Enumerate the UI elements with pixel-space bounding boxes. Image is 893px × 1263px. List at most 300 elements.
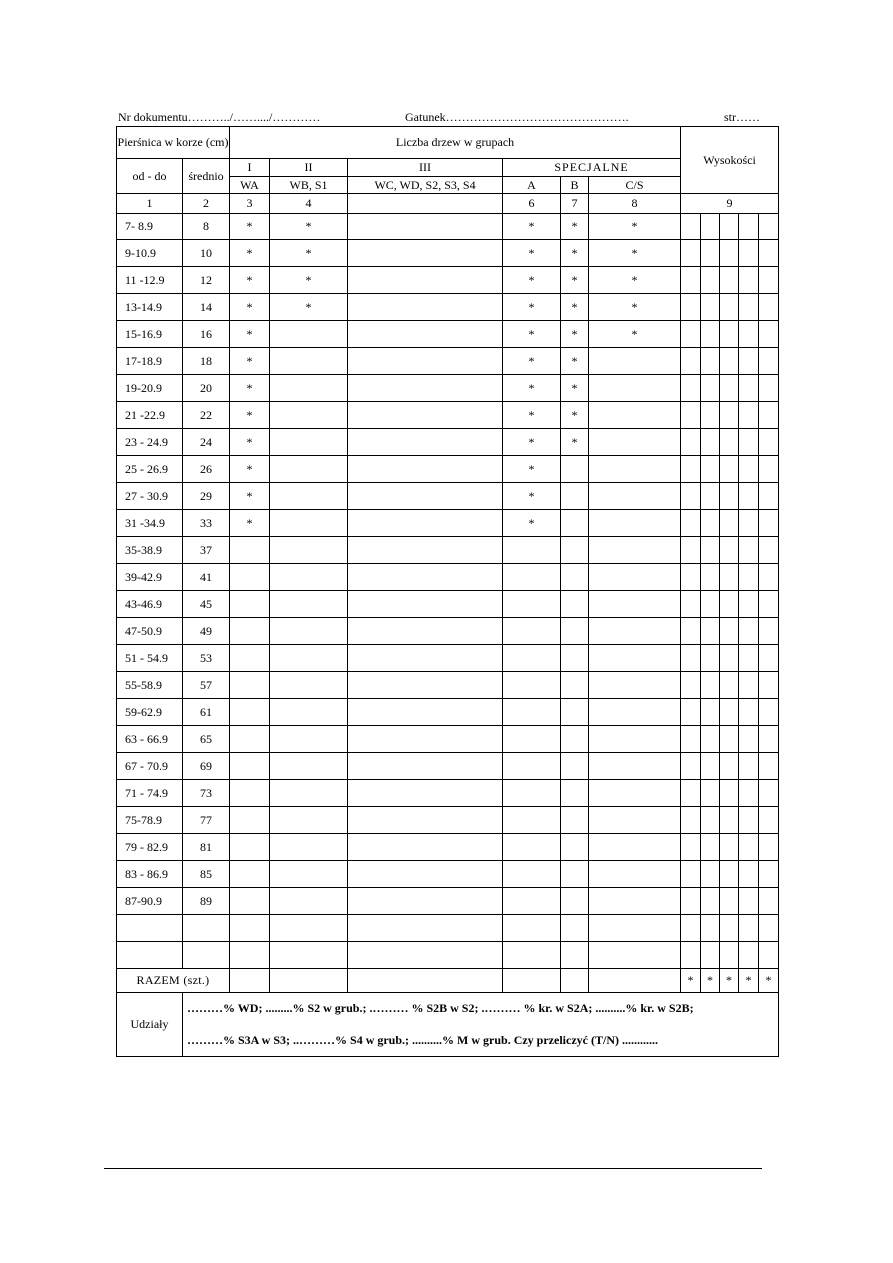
height-cell[interactable] bbox=[759, 780, 779, 807]
count-cell-wa[interactable] bbox=[230, 780, 270, 807]
count-cell-a[interactable]: * bbox=[503, 348, 561, 375]
count-cell-a[interactable] bbox=[503, 672, 561, 699]
count-cell-cs[interactable] bbox=[589, 618, 681, 645]
height-cell[interactable] bbox=[739, 672, 759, 699]
height-cell[interactable] bbox=[701, 645, 720, 672]
height-cell[interactable] bbox=[739, 348, 759, 375]
count-cell-b[interactable] bbox=[561, 726, 589, 753]
height-cell[interactable] bbox=[759, 321, 779, 348]
height-cell[interactable] bbox=[701, 267, 720, 294]
count-cell-wa[interactable] bbox=[230, 807, 270, 834]
count-cell-wc[interactable] bbox=[348, 240, 503, 267]
height-cell[interactable] bbox=[739, 780, 759, 807]
count-cell-wa[interactable] bbox=[230, 861, 270, 888]
count-cell-b[interactable]: * bbox=[561, 348, 589, 375]
height-cell[interactable] bbox=[739, 429, 759, 456]
count-cell-cs[interactable] bbox=[589, 645, 681, 672]
count-cell-b[interactable]: * bbox=[561, 402, 589, 429]
count-cell-wc[interactable] bbox=[348, 510, 503, 537]
count-cell-wc[interactable] bbox=[348, 726, 503, 753]
count-cell-wa[interactable] bbox=[230, 942, 270, 969]
count-cell-wc[interactable] bbox=[348, 483, 503, 510]
count-cell-wa[interactable] bbox=[230, 726, 270, 753]
count-cell-wa[interactable] bbox=[230, 915, 270, 942]
count-cell-wa[interactable]: * bbox=[230, 348, 270, 375]
height-cell[interactable] bbox=[739, 834, 759, 861]
count-cell-b[interactable] bbox=[561, 780, 589, 807]
height-cell[interactable] bbox=[701, 348, 720, 375]
height-cell[interactable] bbox=[759, 672, 779, 699]
count-cell-b[interactable]: * bbox=[561, 267, 589, 294]
height-cell[interactable] bbox=[759, 699, 779, 726]
count-cell-cs[interactable] bbox=[589, 861, 681, 888]
count-cell-cs[interactable] bbox=[589, 483, 681, 510]
height-cell[interactable] bbox=[720, 780, 739, 807]
count-cell-b[interactable] bbox=[561, 672, 589, 699]
total-cell-b[interactable] bbox=[561, 969, 589, 993]
count-cell-cs[interactable] bbox=[589, 348, 681, 375]
count-cell-wb[interactable] bbox=[270, 618, 348, 645]
count-cell-a[interactable] bbox=[503, 591, 561, 618]
count-cell-wb[interactable] bbox=[270, 915, 348, 942]
height-cell[interactable] bbox=[681, 510, 701, 537]
count-cell-wc[interactable] bbox=[348, 214, 503, 240]
count-cell-b[interactable]: * bbox=[561, 375, 589, 402]
height-cell[interactable] bbox=[739, 807, 759, 834]
height-cell[interactable] bbox=[701, 375, 720, 402]
height-cell[interactable] bbox=[681, 834, 701, 861]
count-cell-wc[interactable] bbox=[348, 834, 503, 861]
count-cell-a[interactable]: * bbox=[503, 456, 561, 483]
count-cell-a[interactable]: * bbox=[503, 483, 561, 510]
height-cell[interactable] bbox=[739, 888, 759, 915]
total-cell-a[interactable] bbox=[503, 969, 561, 993]
height-cell[interactable] bbox=[739, 214, 759, 240]
count-cell-wa[interactable]: * bbox=[230, 402, 270, 429]
height-cell[interactable] bbox=[681, 564, 701, 591]
count-cell-cs[interactable]: * bbox=[589, 240, 681, 267]
count-cell-wb[interactable] bbox=[270, 888, 348, 915]
height-cell[interactable] bbox=[720, 888, 739, 915]
count-cell-cs[interactable] bbox=[589, 807, 681, 834]
count-cell-wa[interactable] bbox=[230, 591, 270, 618]
count-cell-cs[interactable] bbox=[589, 402, 681, 429]
height-cell[interactable] bbox=[759, 564, 779, 591]
count-cell-wb[interactable] bbox=[270, 564, 348, 591]
count-cell-b[interactable]: * bbox=[561, 214, 589, 240]
height-cell[interactable] bbox=[739, 726, 759, 753]
height-cell[interactable] bbox=[681, 375, 701, 402]
count-cell-wb[interactable] bbox=[270, 483, 348, 510]
total-cell-wc[interactable] bbox=[348, 969, 503, 993]
count-cell-cs[interactable] bbox=[589, 726, 681, 753]
count-cell-wb[interactable]: * bbox=[270, 214, 348, 240]
count-cell-cs[interactable] bbox=[589, 888, 681, 915]
count-cell-wa[interactable] bbox=[230, 834, 270, 861]
count-cell-a[interactable] bbox=[503, 915, 561, 942]
height-cell[interactable] bbox=[701, 321, 720, 348]
count-cell-wb[interactable] bbox=[270, 375, 348, 402]
count-cell-wa[interactable] bbox=[230, 564, 270, 591]
height-cell[interactable] bbox=[739, 321, 759, 348]
height-cell[interactable] bbox=[681, 429, 701, 456]
height-cell[interactable] bbox=[739, 537, 759, 564]
height-cell[interactable] bbox=[681, 348, 701, 375]
height-cell[interactable] bbox=[759, 402, 779, 429]
count-cell-cs[interactable] bbox=[589, 375, 681, 402]
height-cell[interactable] bbox=[720, 564, 739, 591]
height-cell[interactable] bbox=[681, 672, 701, 699]
count-cell-b[interactable] bbox=[561, 537, 589, 564]
count-cell-cs[interactable] bbox=[589, 915, 681, 942]
height-cell[interactable] bbox=[739, 294, 759, 321]
count-cell-wb[interactable] bbox=[270, 537, 348, 564]
count-cell-a[interactable] bbox=[503, 861, 561, 888]
height-cell[interactable] bbox=[759, 537, 779, 564]
count-cell-cs[interactable] bbox=[589, 456, 681, 483]
height-cell[interactable] bbox=[701, 699, 720, 726]
height-cell[interactable] bbox=[701, 942, 720, 969]
count-cell-wb[interactable] bbox=[270, 834, 348, 861]
height-cell[interactable] bbox=[759, 214, 779, 240]
height-cell[interactable] bbox=[720, 321, 739, 348]
height-cell[interactable] bbox=[720, 267, 739, 294]
count-cell-b[interactable] bbox=[561, 456, 589, 483]
count-cell-a[interactable] bbox=[503, 834, 561, 861]
count-cell-cs[interactable] bbox=[589, 564, 681, 591]
total-cell-cs[interactable] bbox=[589, 969, 681, 993]
count-cell-b[interactable] bbox=[561, 618, 589, 645]
count-cell-b[interactable] bbox=[561, 753, 589, 780]
count-cell-wb[interactable] bbox=[270, 645, 348, 672]
height-cell[interactable] bbox=[759, 618, 779, 645]
count-cell-wa[interactable]: * bbox=[230, 267, 270, 294]
total-cell-wb[interactable] bbox=[270, 969, 348, 993]
count-cell-b[interactable] bbox=[561, 942, 589, 969]
height-cell[interactable] bbox=[681, 294, 701, 321]
height-cell[interactable] bbox=[681, 321, 701, 348]
count-cell-b[interactable]: * bbox=[561, 429, 589, 456]
count-cell-cs[interactable] bbox=[589, 672, 681, 699]
count-cell-a[interactable] bbox=[503, 564, 561, 591]
count-cell-wb[interactable] bbox=[270, 699, 348, 726]
height-cell[interactable] bbox=[701, 807, 720, 834]
height-cell[interactable] bbox=[759, 942, 779, 969]
count-cell-wc[interactable] bbox=[348, 456, 503, 483]
count-cell-wb[interactable] bbox=[270, 321, 348, 348]
height-cell[interactable] bbox=[759, 510, 779, 537]
count-cell-a[interactable]: * bbox=[503, 510, 561, 537]
height-cell[interactable] bbox=[739, 591, 759, 618]
height-cell[interactable] bbox=[759, 294, 779, 321]
count-cell-wc[interactable] bbox=[348, 348, 503, 375]
height-cell[interactable] bbox=[701, 429, 720, 456]
height-cell[interactable] bbox=[720, 510, 739, 537]
total-cell-wa[interactable] bbox=[230, 969, 270, 993]
height-cell[interactable] bbox=[681, 915, 701, 942]
height-cell[interactable] bbox=[681, 780, 701, 807]
height-cell[interactable] bbox=[681, 267, 701, 294]
count-cell-a[interactable] bbox=[503, 618, 561, 645]
count-cell-a[interactable]: * bbox=[503, 240, 561, 267]
count-cell-b[interactable] bbox=[561, 591, 589, 618]
height-cell[interactable] bbox=[720, 807, 739, 834]
height-cell[interactable] bbox=[720, 375, 739, 402]
height-cell[interactable] bbox=[720, 645, 739, 672]
height-cell[interactable] bbox=[739, 375, 759, 402]
count-cell-wa[interactable] bbox=[230, 672, 270, 699]
count-cell-a[interactable]: * bbox=[503, 214, 561, 240]
height-cell[interactable] bbox=[681, 483, 701, 510]
count-cell-wa[interactable] bbox=[230, 618, 270, 645]
count-cell-wa[interactable]: * bbox=[230, 456, 270, 483]
height-cell[interactable] bbox=[681, 726, 701, 753]
height-cell[interactable] bbox=[681, 456, 701, 483]
count-cell-wb[interactable] bbox=[270, 753, 348, 780]
count-cell-wa[interactable] bbox=[230, 537, 270, 564]
count-cell-wb[interactable] bbox=[270, 807, 348, 834]
count-cell-a[interactable]: * bbox=[503, 402, 561, 429]
height-cell[interactable] bbox=[701, 591, 720, 618]
count-cell-wa[interactable]: * bbox=[230, 240, 270, 267]
count-cell-b[interactable] bbox=[561, 699, 589, 726]
height-cell[interactable] bbox=[701, 456, 720, 483]
height-cell[interactable] bbox=[759, 456, 779, 483]
count-cell-b[interactable] bbox=[561, 888, 589, 915]
count-cell-cs[interactable] bbox=[589, 699, 681, 726]
count-cell-a[interactable] bbox=[503, 780, 561, 807]
document-number-field[interactable]: Nr dokumentu………../……..../………… bbox=[118, 110, 321, 124]
count-cell-wb[interactable] bbox=[270, 591, 348, 618]
height-cell[interactable] bbox=[739, 915, 759, 942]
count-cell-wa[interactable]: * bbox=[230, 483, 270, 510]
count-cell-cs[interactable] bbox=[589, 591, 681, 618]
height-cell[interactable] bbox=[720, 861, 739, 888]
height-cell[interactable] bbox=[739, 267, 759, 294]
height-cell[interactable] bbox=[759, 375, 779, 402]
count-cell-cs[interactable] bbox=[589, 780, 681, 807]
count-cell-wc[interactable] bbox=[348, 753, 503, 780]
height-cell[interactable] bbox=[720, 753, 739, 780]
count-cell-b[interactable]: * bbox=[561, 240, 589, 267]
count-cell-cs[interactable] bbox=[589, 753, 681, 780]
count-cell-b[interactable] bbox=[561, 483, 589, 510]
height-cell[interactable] bbox=[720, 591, 739, 618]
height-cell[interactable] bbox=[739, 942, 759, 969]
count-cell-wc[interactable] bbox=[348, 564, 503, 591]
height-cell[interactable] bbox=[701, 618, 720, 645]
height-cell[interactable] bbox=[739, 510, 759, 537]
height-cell[interactable] bbox=[759, 240, 779, 267]
count-cell-cs[interactable] bbox=[589, 834, 681, 861]
height-cell[interactable] bbox=[701, 915, 720, 942]
height-cell[interactable] bbox=[720, 672, 739, 699]
count-cell-b[interactable] bbox=[561, 834, 589, 861]
count-cell-a[interactable] bbox=[503, 753, 561, 780]
count-cell-cs[interactable]: * bbox=[589, 294, 681, 321]
height-cell[interactable] bbox=[681, 618, 701, 645]
height-cell[interactable] bbox=[701, 294, 720, 321]
height-cell[interactable] bbox=[759, 861, 779, 888]
height-cell[interactable] bbox=[720, 942, 739, 969]
count-cell-wb[interactable] bbox=[270, 456, 348, 483]
count-cell-b[interactable] bbox=[561, 807, 589, 834]
count-cell-wc[interactable] bbox=[348, 294, 503, 321]
shares-line-2[interactable]: ………% S3A w S3; ..………% S4 w grub.; ..........% M w grub. Czy przeliczyć (T/N) ............ bbox=[183, 1025, 779, 1057]
height-cell[interactable] bbox=[720, 214, 739, 240]
count-cell-wc[interactable] bbox=[348, 375, 503, 402]
count-cell-wb[interactable]: * bbox=[270, 267, 348, 294]
count-cell-a[interactable] bbox=[503, 699, 561, 726]
count-cell-cs[interactable]: * bbox=[589, 214, 681, 240]
count-cell-a[interactable]: * bbox=[503, 375, 561, 402]
count-cell-wc[interactable] bbox=[348, 672, 503, 699]
height-cell[interactable] bbox=[759, 915, 779, 942]
count-cell-wc[interactable] bbox=[348, 942, 503, 969]
species-field[interactable]: Gatunek………………………………………. bbox=[405, 110, 629, 124]
height-cell[interactable] bbox=[681, 807, 701, 834]
height-cell[interactable] bbox=[701, 726, 720, 753]
height-cell[interactable] bbox=[720, 456, 739, 483]
count-cell-wc[interactable] bbox=[348, 537, 503, 564]
count-cell-a[interactable]: * bbox=[503, 294, 561, 321]
count-cell-a[interactable]: * bbox=[503, 321, 561, 348]
count-cell-wc[interactable] bbox=[348, 402, 503, 429]
height-cell[interactable] bbox=[701, 888, 720, 915]
height-cell[interactable] bbox=[759, 429, 779, 456]
count-cell-cs[interactable]: * bbox=[589, 267, 681, 294]
count-cell-a[interactable] bbox=[503, 807, 561, 834]
count-cell-wb[interactable] bbox=[270, 402, 348, 429]
height-cell[interactable] bbox=[701, 753, 720, 780]
count-cell-b[interactable] bbox=[561, 564, 589, 591]
count-cell-b[interactable] bbox=[561, 510, 589, 537]
height-cell[interactable] bbox=[739, 564, 759, 591]
count-cell-a[interactable] bbox=[503, 888, 561, 915]
count-cell-cs[interactable]: * bbox=[589, 321, 681, 348]
height-cell[interactable] bbox=[739, 483, 759, 510]
height-cell[interactable] bbox=[681, 240, 701, 267]
height-cell[interactable] bbox=[681, 942, 701, 969]
height-cell[interactable] bbox=[701, 564, 720, 591]
count-cell-wb[interactable]: * bbox=[270, 294, 348, 321]
height-cell[interactable] bbox=[759, 483, 779, 510]
count-cell-a[interactable]: * bbox=[503, 267, 561, 294]
height-cell[interactable] bbox=[701, 861, 720, 888]
height-cell[interactable] bbox=[720, 726, 739, 753]
count-cell-a[interactable] bbox=[503, 942, 561, 969]
count-cell-wc[interactable] bbox=[348, 591, 503, 618]
count-cell-a[interactable] bbox=[503, 726, 561, 753]
count-cell-wb[interactable] bbox=[270, 780, 348, 807]
height-cell[interactable] bbox=[701, 672, 720, 699]
height-cell[interactable] bbox=[701, 402, 720, 429]
count-cell-wa[interactable]: * bbox=[230, 294, 270, 321]
height-cell[interactable] bbox=[681, 591, 701, 618]
height-cell[interactable] bbox=[701, 214, 720, 240]
count-cell-wb[interactable]: * bbox=[270, 240, 348, 267]
count-cell-wb[interactable] bbox=[270, 348, 348, 375]
count-cell-cs[interactable] bbox=[589, 429, 681, 456]
count-cell-wa[interactable]: * bbox=[230, 214, 270, 240]
height-cell[interactable] bbox=[701, 537, 720, 564]
count-cell-wa[interactable]: * bbox=[230, 321, 270, 348]
count-cell-cs[interactable] bbox=[589, 510, 681, 537]
count-cell-wc[interactable] bbox=[348, 888, 503, 915]
count-cell-wc[interactable] bbox=[348, 861, 503, 888]
height-cell[interactable] bbox=[739, 618, 759, 645]
height-cell[interactable] bbox=[739, 699, 759, 726]
count-cell-b[interactable] bbox=[561, 861, 589, 888]
height-cell[interactable] bbox=[720, 294, 739, 321]
height-cell[interactable] bbox=[759, 348, 779, 375]
count-cell-wc[interactable] bbox=[348, 915, 503, 942]
count-cell-wc[interactable] bbox=[348, 429, 503, 456]
count-cell-wb[interactable] bbox=[270, 726, 348, 753]
count-cell-wc[interactable] bbox=[348, 699, 503, 726]
count-cell-b[interactable]: * bbox=[561, 294, 589, 321]
count-cell-wa[interactable]: * bbox=[230, 510, 270, 537]
count-cell-wa[interactable] bbox=[230, 645, 270, 672]
count-cell-b[interactable]: * bbox=[561, 321, 589, 348]
height-cell[interactable] bbox=[701, 834, 720, 861]
height-cell[interactable] bbox=[720, 537, 739, 564]
count-cell-wa[interactable] bbox=[230, 699, 270, 726]
height-cell[interactable] bbox=[739, 645, 759, 672]
height-cell[interactable] bbox=[739, 402, 759, 429]
count-cell-wc[interactable] bbox=[348, 618, 503, 645]
count-cell-wa[interactable]: * bbox=[230, 375, 270, 402]
height-cell[interactable] bbox=[681, 888, 701, 915]
count-cell-b[interactable] bbox=[561, 915, 589, 942]
shares-line-1[interactable]: ………% WD; .........% S2 w grub.; .……… % S2B w S2; .……… % kr. w S2A; ..........% kr. w S2B; bbox=[183, 993, 779, 1025]
count-cell-wb[interactable] bbox=[270, 510, 348, 537]
height-cell[interactable] bbox=[759, 753, 779, 780]
height-cell[interactable] bbox=[681, 214, 701, 240]
height-cell[interactable] bbox=[720, 699, 739, 726]
count-cell-wc[interactable] bbox=[348, 321, 503, 348]
count-cell-wb[interactable] bbox=[270, 672, 348, 699]
count-cell-cs[interactable] bbox=[589, 942, 681, 969]
count-cell-wa[interactable] bbox=[230, 888, 270, 915]
height-cell[interactable] bbox=[681, 645, 701, 672]
height-cell[interactable] bbox=[720, 429, 739, 456]
height-cell[interactable] bbox=[739, 240, 759, 267]
height-cell[interactable] bbox=[681, 753, 701, 780]
count-cell-cs[interactable] bbox=[589, 537, 681, 564]
height-cell[interactable] bbox=[681, 699, 701, 726]
height-cell[interactable] bbox=[739, 861, 759, 888]
count-cell-a[interactable] bbox=[503, 537, 561, 564]
count-cell-wb[interactable] bbox=[270, 861, 348, 888]
count-cell-wc[interactable] bbox=[348, 780, 503, 807]
count-cell-wb[interactable] bbox=[270, 429, 348, 456]
height-cell[interactable] bbox=[759, 834, 779, 861]
height-cell[interactable] bbox=[720, 834, 739, 861]
height-cell[interactable] bbox=[681, 861, 701, 888]
height-cell[interactable] bbox=[701, 240, 720, 267]
height-cell[interactable] bbox=[759, 807, 779, 834]
count-cell-a[interactable]: * bbox=[503, 429, 561, 456]
count-cell-wc[interactable] bbox=[348, 645, 503, 672]
height-cell[interactable] bbox=[739, 753, 759, 780]
height-cell[interactable] bbox=[759, 645, 779, 672]
count-cell-wb[interactable] bbox=[270, 942, 348, 969]
height-cell[interactable] bbox=[720, 348, 739, 375]
count-cell-wc[interactable] bbox=[348, 807, 503, 834]
count-cell-wc[interactable] bbox=[348, 267, 503, 294]
page-number-field[interactable]: str…… bbox=[724, 110, 760, 124]
